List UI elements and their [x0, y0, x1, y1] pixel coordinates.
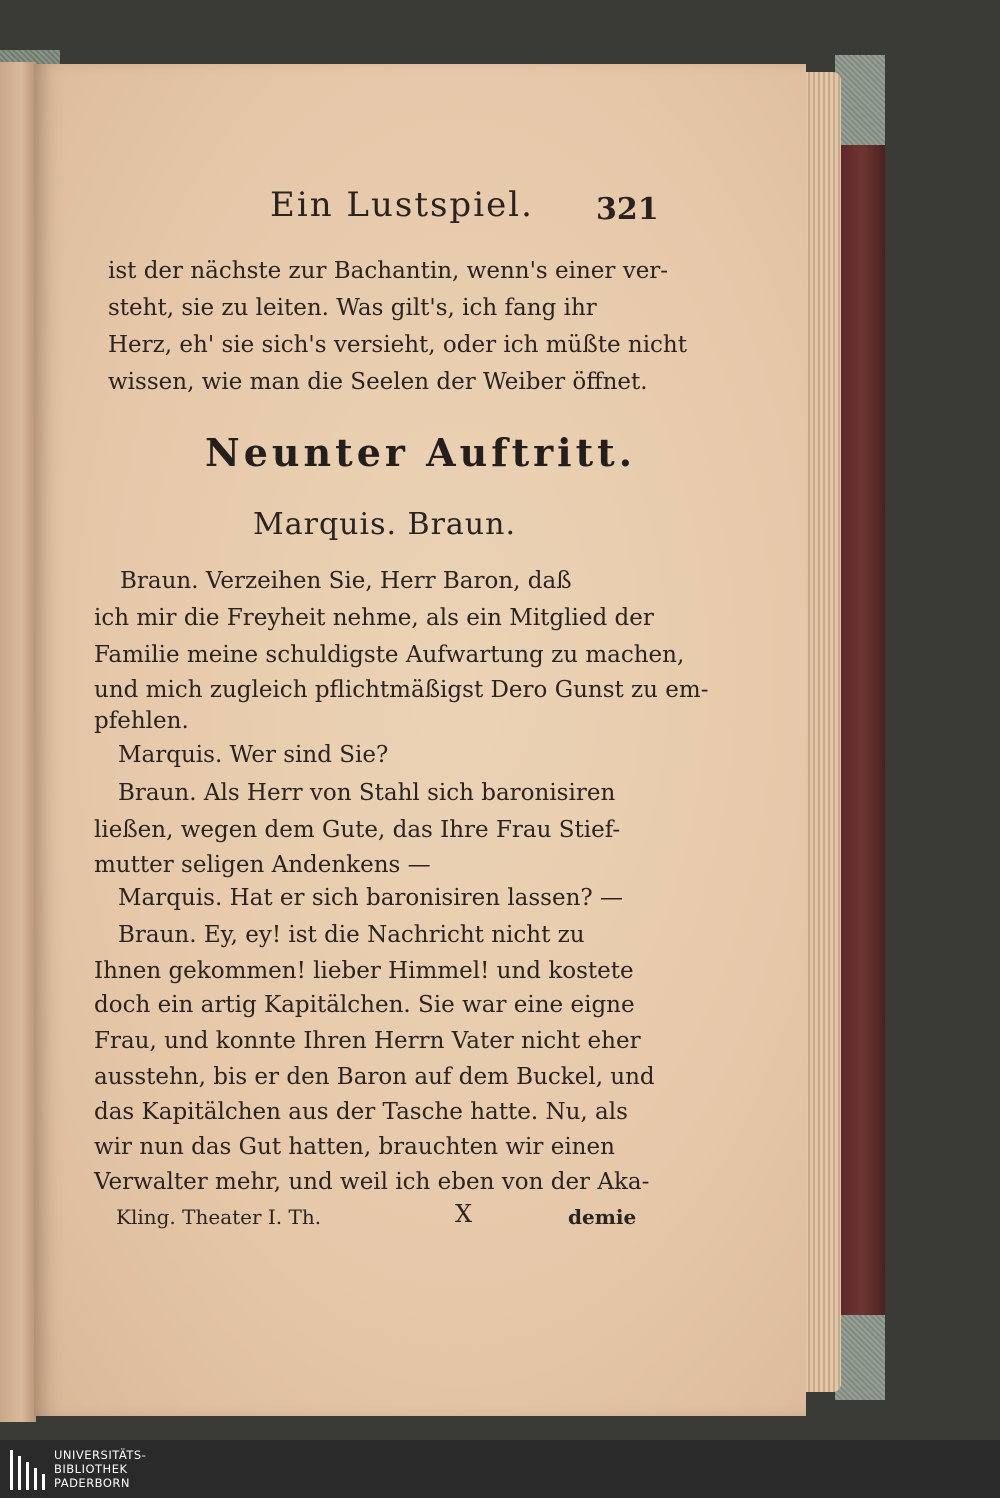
- dialogue-line: wir nun das Gut hatten, brauchten wir einen: [94, 1134, 615, 1160]
- dialogue-line: Braun. Verzeihen Sie, Herr Baron, daß: [120, 568, 572, 594]
- dialogue-line: ließen, wegen dem Gute, das Ihre Frau Stief-: [94, 817, 621, 843]
- dialogue-line: doch ein artig Kapitälchen. Sie war eine eigne: [94, 992, 635, 1018]
- dialogue-line: Frau, und konnte Ihren Herrn Vater nicht eher: [94, 1028, 641, 1054]
- dialogue-line: Familie meine schuldigste Aufwartung zu machen,: [94, 642, 685, 668]
- cover-corner-top: [835, 55, 885, 145]
- catchword: demie: [568, 1205, 637, 1229]
- scene-persons: Marquis. Braun.: [253, 507, 516, 542]
- dialogue-line: ich mir die Freyheit nehme, als ein Mitglied der: [94, 605, 654, 631]
- running-head: Ein Lustspiel.: [270, 185, 534, 225]
- signature-line: Kling. Theater I. Th.: [116, 1205, 322, 1229]
- dialogue-line: pfehlen.: [94, 708, 189, 734]
- book-cover-board: [840, 55, 885, 1400]
- text-line: Herz, eh' sie sich's versieht, oder ich müßte nicht: [108, 332, 687, 358]
- page-number: 321: [596, 192, 659, 227]
- library-footer-bar: [0, 1446, 1000, 1498]
- library-logo-text: [54, 1448, 146, 1490]
- cover-corner-bottom: [835, 1315, 885, 1400]
- dialogue-line: Verwalter mehr, und weil ich eben von der Aka-: [94, 1169, 650, 1195]
- dialogue-line: Marquis. Hat er sich baronisiren lassen? —: [118, 885, 624, 911]
- text-line: wissen, wie man die Seelen der Weiber öffnet.: [108, 369, 648, 395]
- facing-page-edge: [0, 62, 36, 1422]
- dialogue-line: Braun. Ey, ey! ist die Nachricht nicht zu: [118, 922, 585, 948]
- signature-mark: X: [455, 1200, 473, 1228]
- text-line: steht, sie zu leiten. Was gilt's, ich fang ihr: [108, 295, 597, 321]
- scene-heading: Neunter Auftritt.: [205, 430, 636, 475]
- library-name-line: BIBLIOTHEK: [54, 1462, 128, 1476]
- library-logo-icon: [8, 1448, 48, 1492]
- dialogue-line: Braun. Als Herr von Stahl sich baronisiren: [118, 780, 616, 806]
- library-name-line: PADERBORN: [54, 1476, 131, 1490]
- dialogue-line: das Kapitälchen aus der Tasche hatte. Nu, als: [94, 1099, 628, 1125]
- dialogue-line: Marquis. Wer sind Sie?: [118, 742, 389, 768]
- dialogue-line: und mich zugleich pflichtmäßigst Dero Gunst zu em-: [94, 677, 709, 703]
- text-line: ist der nächste zur Bachantin, wenn's einer ver-: [108, 258, 669, 284]
- library-name-line: UNIVERSITÄTS-: [54, 1448, 147, 1462]
- dialogue-line: ausstehn, bis er den Baron auf dem Buckel, und: [94, 1064, 655, 1090]
- dialogue-line: mutter seligen Andenkens —: [94, 852, 431, 878]
- dialogue-line: Ihnen gekommen! lieber Himmel! und kostete: [94, 958, 634, 984]
